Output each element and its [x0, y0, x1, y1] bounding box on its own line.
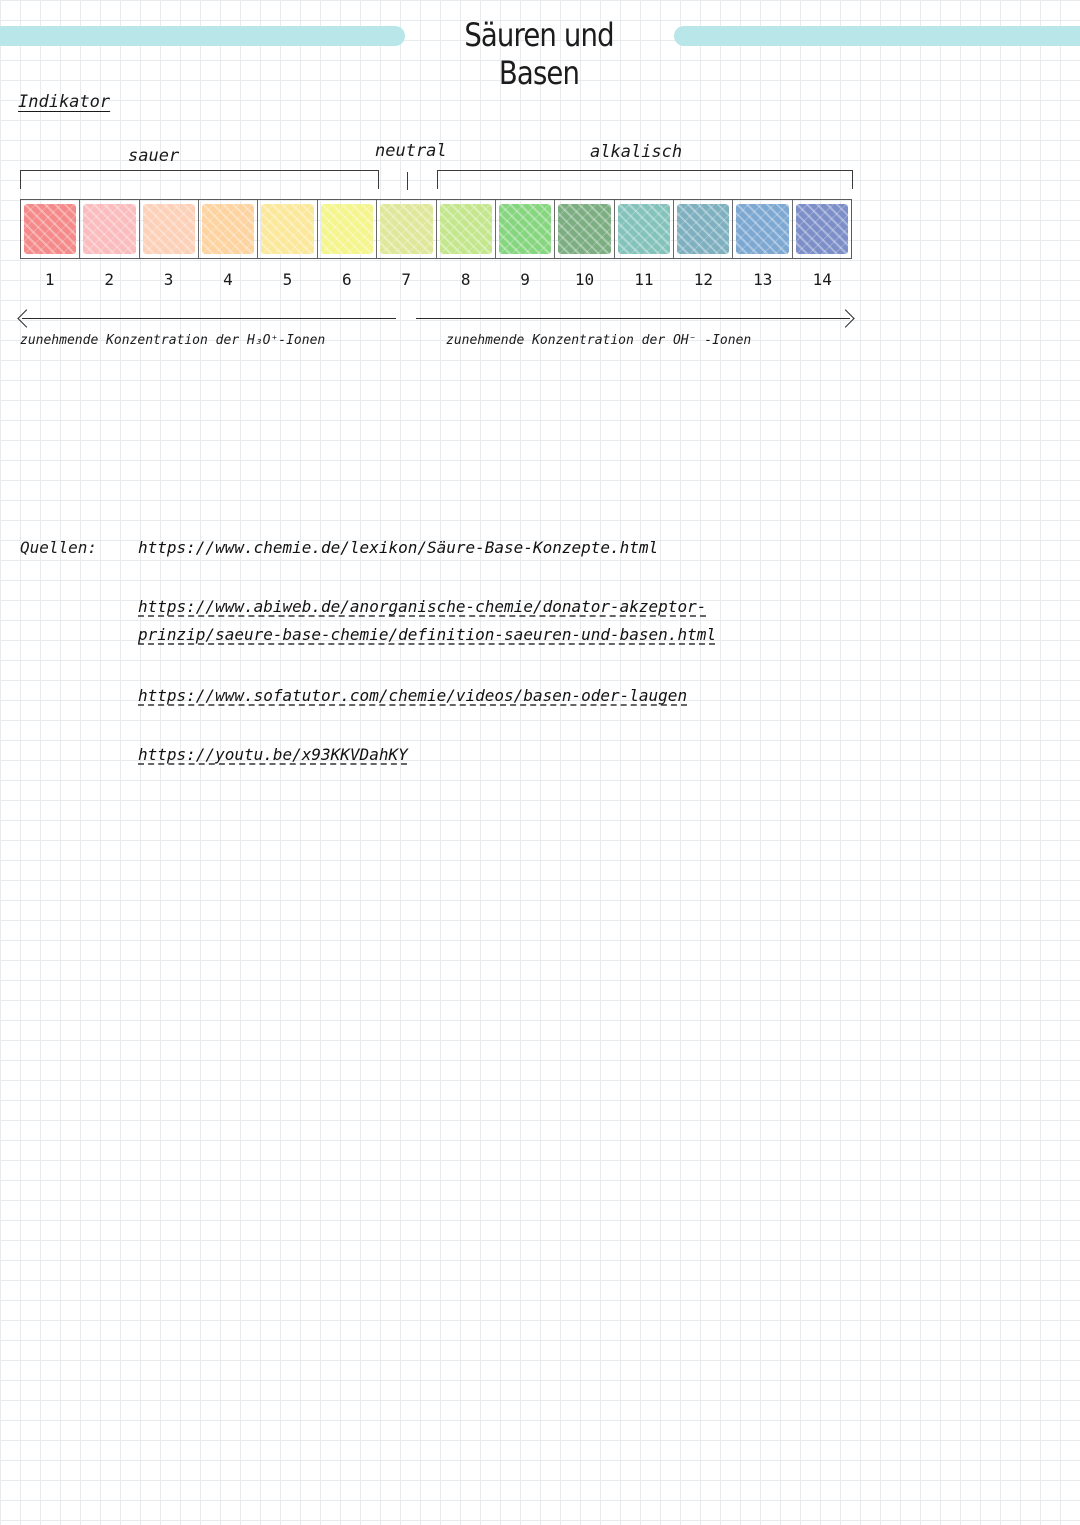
base-concentration-label: zunehmende Konzentration der OH⁻ -Ionen [446, 333, 752, 348]
ph-number: 7 [401, 270, 412, 289]
ph-color-swatch [618, 204, 670, 254]
ph-color-swatch [558, 204, 610, 254]
ph-number: 12 [693, 270, 713, 289]
ph-color-cell [555, 200, 614, 258]
ph-color-cell [80, 200, 139, 258]
ph-color-swatch [321, 204, 373, 254]
ph-color-cell [377, 200, 436, 258]
ph-color-cell [437, 200, 496, 258]
ph-color-swatch [499, 204, 551, 254]
ph-color-swatch [677, 204, 729, 254]
ph-color-cell [793, 200, 851, 258]
ph-color-cell [318, 200, 377, 258]
ph-color-strip [20, 199, 852, 259]
header-band-left [0, 26, 405, 46]
base-arrow [416, 318, 850, 319]
ph-number: 11 [634, 270, 654, 289]
ph-number: 5 [282, 270, 293, 289]
ph-number: 2 [104, 270, 114, 289]
category-neutral-label: neutral [375, 141, 447, 161]
ph-number: 4 [223, 270, 233, 289]
neutral-tick [407, 172, 408, 190]
acid-arrow [22, 318, 396, 319]
category-acid-label: sauer [128, 146, 180, 166]
ph-number: 13 [753, 270, 773, 289]
ph-number: 8 [460, 270, 471, 289]
sources-label: Quellen: [20, 538, 98, 557]
acid-concentration-label: zunehmende Konzentration der H₃O⁺-Ionen [20, 333, 326, 348]
acid-bracket [20, 170, 379, 189]
source-link-abiweb-line1[interactable]: https://www.abiweb.de/anorganische-chemie/donator-akzeptor- [138, 597, 707, 616]
ph-color-swatch [261, 204, 313, 254]
ph-color-swatch [202, 204, 254, 254]
header-band-right [674, 26, 1080, 46]
source-link-sofatutor[interactable]: https://www.sofatutor.com/chemie/videos/basen-oder-laugen [138, 686, 688, 705]
ph-color-swatch [24, 204, 76, 254]
ph-number: 6 [342, 270, 352, 289]
ph-color-cell [21, 200, 80, 258]
source-link-abiweb-line2[interactable]: prinzip/saeure-base-chemie/definition-saeuren-und-basen.html [138, 625, 716, 644]
ph-color-swatch [380, 204, 432, 254]
ph-color-swatch [736, 204, 788, 254]
ph-color-swatch [143, 204, 195, 254]
source-link-chemie[interactable]: https://www.chemie.de/lexikon/Säure-Base-Konzepte.html [138, 538, 659, 557]
ph-number: 14 [812, 270, 832, 289]
ph-number: 9 [520, 270, 530, 289]
ph-color-cell [258, 200, 317, 258]
ph-color-swatch [440, 204, 492, 254]
source-link-youtube[interactable]: https://youtu.be/x93KKVDahKY [138, 745, 408, 764]
ph-number: 3 [163, 270, 174, 289]
ph-color-cell [733, 200, 792, 258]
category-alkaline-label: alkalisch [590, 142, 683, 162]
ph-color-swatch [796, 204, 848, 254]
ph-color-cell [615, 200, 674, 258]
ph-color-cell [140, 200, 199, 258]
ph-number-row [20, 270, 852, 289]
page-title: Säuren und Basen [464, 16, 614, 92]
ph-number: 10 [574, 270, 595, 289]
indicator-heading: Indikator [18, 92, 111, 112]
ph-color-cell [674, 200, 733, 258]
alkaline-bracket [437, 170, 853, 189]
ph-color-cell [496, 200, 555, 258]
ph-color-cell [199, 200, 258, 258]
ph-number: 1 [44, 270, 55, 289]
ph-color-swatch [83, 204, 135, 254]
